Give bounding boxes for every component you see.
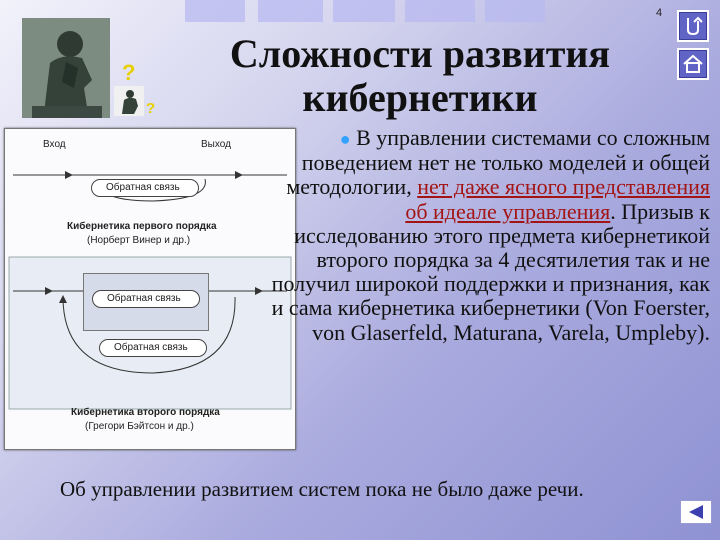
- triangle-left-icon: [681, 501, 711, 523]
- body-text-highlight: нет даже ясного представления об идеале управления: [405, 174, 710, 224]
- diagram-input-label: Вход: [43, 139, 66, 150]
- feedback-label-2: Обратная связь: [107, 293, 181, 304]
- title-line-2: кибернетики: [302, 75, 538, 120]
- title-line-1: Сложности развития: [229, 31, 611, 76]
- slide-number: 4: [656, 7, 663, 19]
- diagram-output-label: Выход: [201, 139, 231, 150]
- bullet-icon: ●: [339, 129, 351, 149]
- return-button[interactable]: [677, 10, 709, 42]
- first-order-title: Кибернетика первого порядка: [67, 221, 217, 232]
- feedback-label-1: Обратная связь: [106, 182, 180, 193]
- body-paragraph: [270, 126, 710, 345]
- return-arrow-icon: [679, 12, 707, 40]
- second-order-title: Кибернетика второго порядка: [71, 407, 220, 418]
- body-text-after: . Призыв к исследованию этого предмета кибернетикой второго порядка за 4 десятилетия так и не получил широкой поддержки и признания, как и сама кибернетика кибернетики (Von Foerster, von Glaserfeld, Maturana, Varela, Umpleby).: [271, 198, 710, 345]
- previous-slide-button[interactable]: [680, 500, 712, 524]
- closing-statement: Об управлении развитием систем пока не было даже речи.: [60, 477, 584, 501]
- question-mark-large: ?: [122, 60, 136, 85]
- question-mark-small: ?: [146, 100, 156, 117]
- home-button[interactable]: [677, 48, 709, 80]
- slide-title: [180, 32, 660, 120]
- home-icon: [679, 50, 707, 78]
- second-order-authors: (Грегори Бэйтсон и др.): [85, 421, 194, 432]
- feedback-label-3: Обратная связь: [114, 342, 188, 353]
- first-order-authors: (Норберт Винер и др.): [87, 235, 191, 246]
- body-text-before: В управлении системами со сложным поведением нет не только моделей и общей методологии,: [286, 125, 710, 200]
- cybernetics-diagram: [4, 128, 296, 450]
- feedback-inner-panel: [83, 273, 209, 331]
- feedback-box-second-order: [92, 290, 200, 308]
- feedback-box-first-order: [91, 179, 199, 197]
- feedback-box-outer: [99, 339, 207, 357]
